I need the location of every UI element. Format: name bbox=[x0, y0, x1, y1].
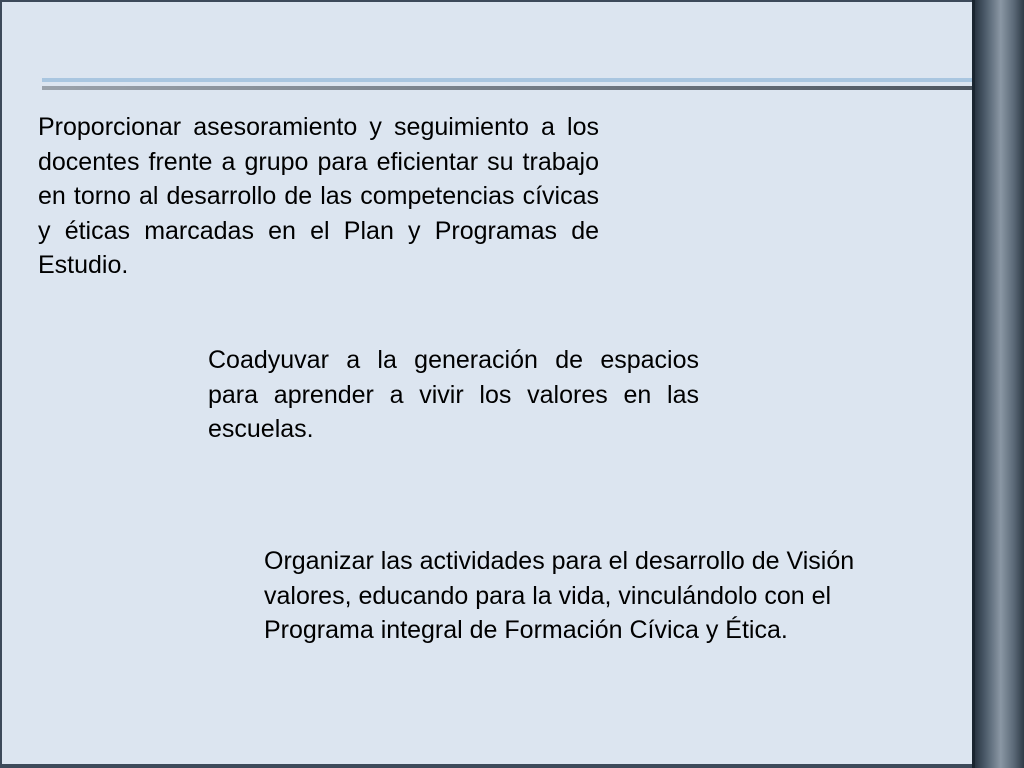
header-divider-gray bbox=[42, 86, 972, 90]
paragraph-asesoramiento: Proporcionar asesoramiento y seguimiento a los docentes frente a grupo para eficientar su trabajo en torno al desarrollo de las competencias cívicas y éticas marcadas en el Plan y Programas de Estudio. bbox=[38, 113, 599, 279]
decorative-side-bar bbox=[972, 0, 1024, 768]
paragraph-coadyuvar: Coadyuvar a la generación de espacios para aprender a vivir los valores en las escuelas. bbox=[208, 346, 699, 443]
paragraph-organizar: Organizar las actividades para el desarrollo de Visión valores, educando para la vida, vinculándolo con el Programa integral de Formación Cívica y Ética. bbox=[264, 547, 855, 644]
side-bar-edge bbox=[972, 0, 975, 768]
header-divider-blue bbox=[42, 78, 972, 82]
